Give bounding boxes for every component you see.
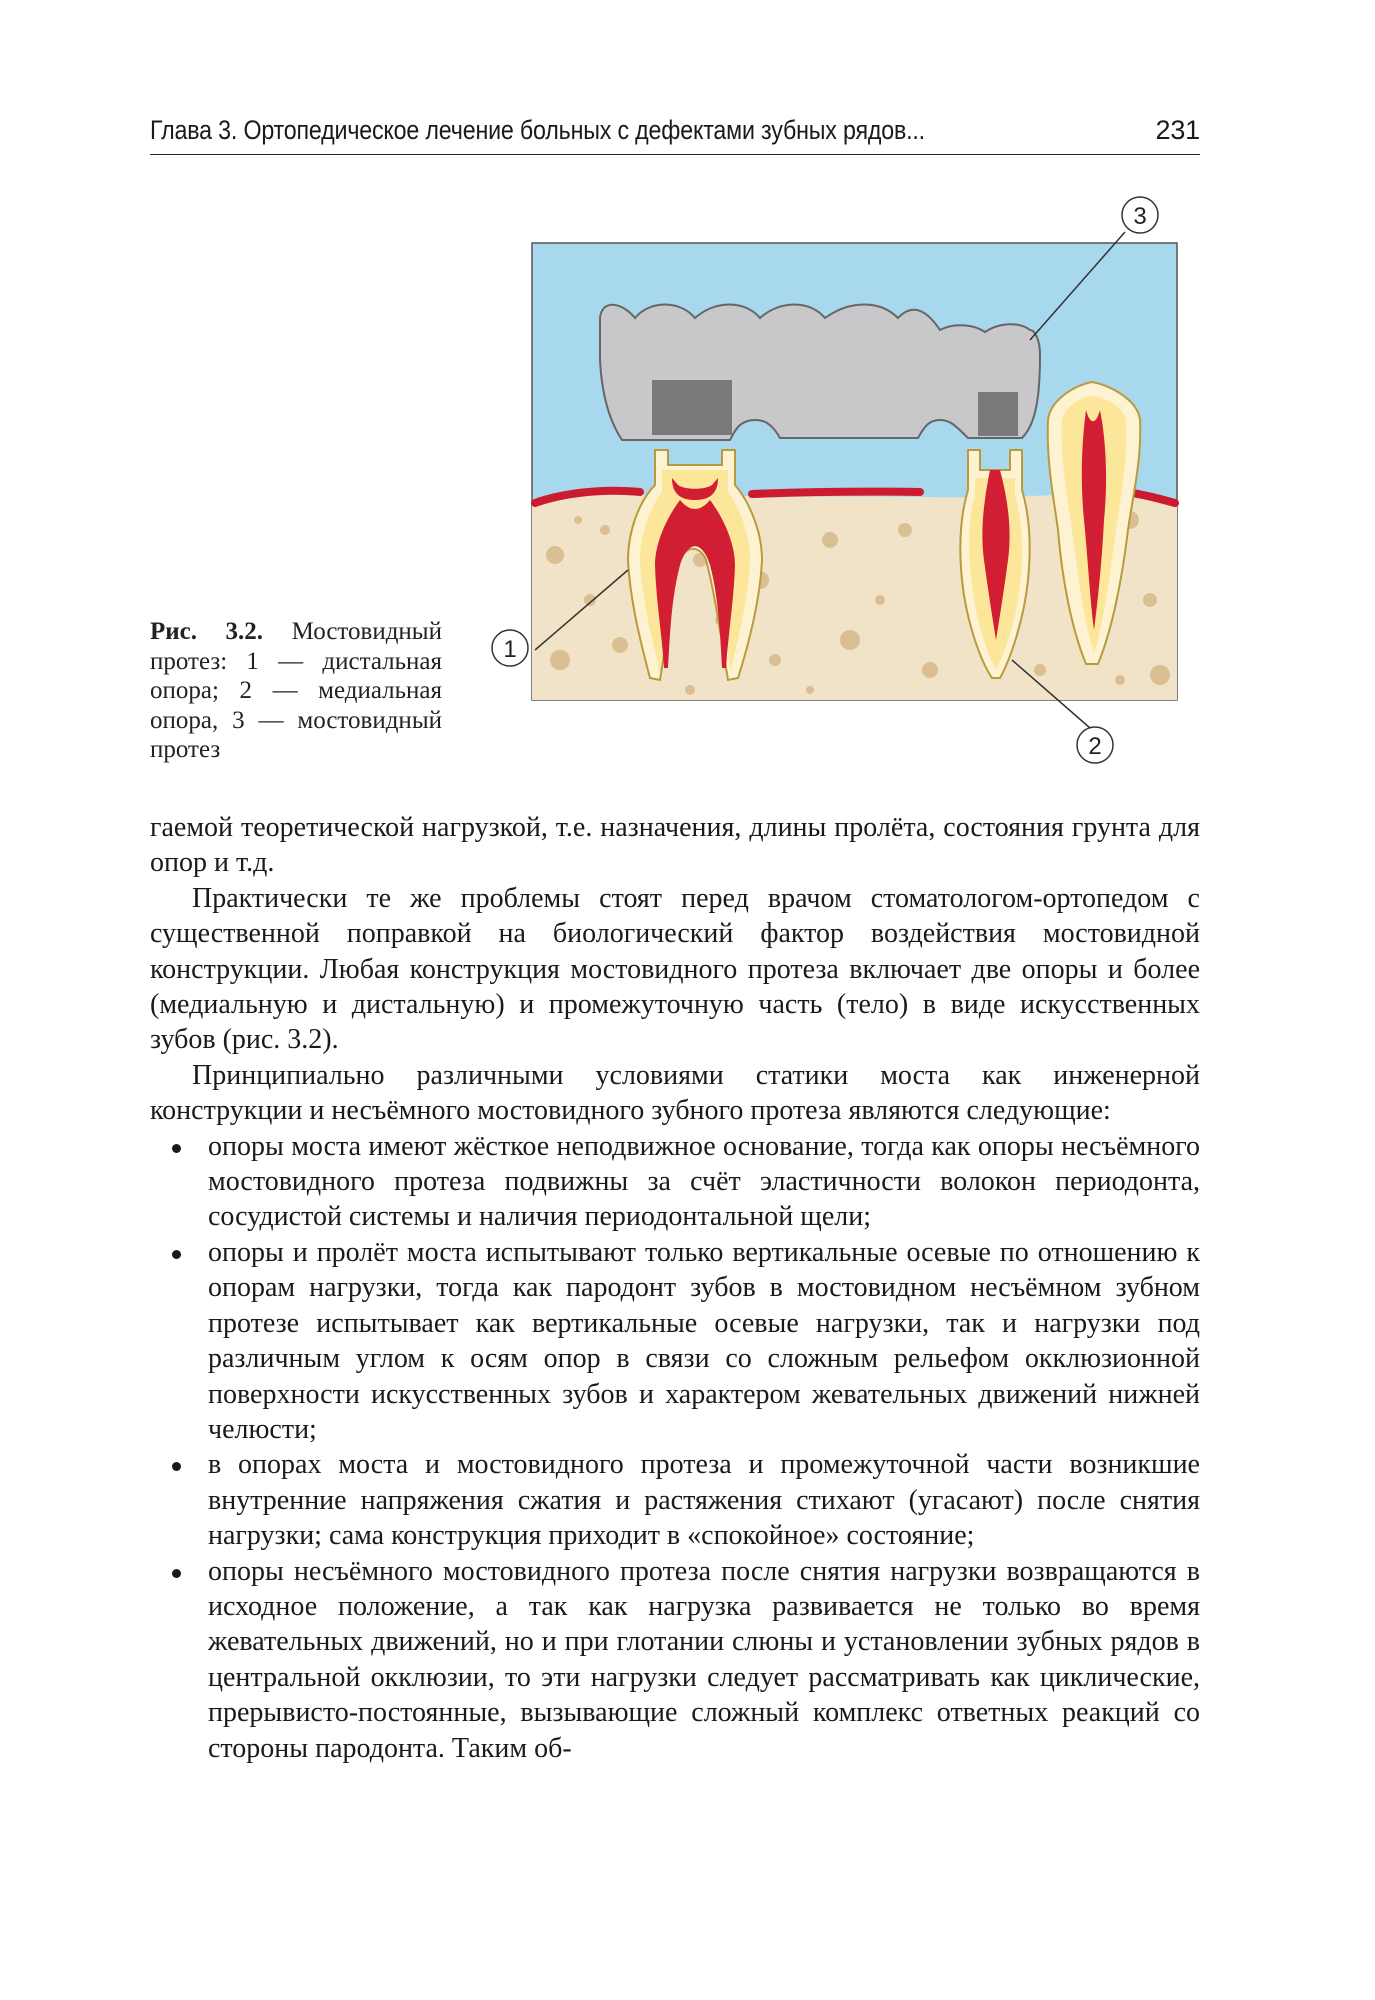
paragraph-1: Практически те же проблемы стоят перед врачом стоматологом-ортопедом с существенной поправкой на биологический фактор воздействия мостовидной конструкции. Любая конструкция мостовидного протеза включает две опоры и более (медиальную и дистальную) и промежуточную часть (тело) в виде искусственных зубов (рис. 3.2). [150, 882, 1200, 1056]
figure-caption-text: Мостовидный протез: 1 — дистальная опора; 2 — медиальная опора, 3 — мостовидный протез [150, 618, 442, 763]
list-item: опоры несъёмного мостовидного протеза после снятия нагрузки возвращаются в исходное положение, а так как нагрузка развивается не только во время жевательных движений, но и при глотании слюны и установлении зубных рядов в центральной окклюзии, то эти нагрузки следует рассматривать как циклические, прерывисто-постоянные, вызывающие сложный комплекс ответных реакций со стороны пародонта. Таким об- [142, 1554, 1200, 1766]
page-number: 231 [1155, 115, 1200, 145]
distal-core [652, 380, 732, 435]
list-item: в опорах моста и мостовидного протеза и промежуточной части возникшие внутренние напряжения сжатия и растяжения стихают (угасают) после снятия нагрузки; сама конструкция приходит в «спокойное» состояние; [142, 1447, 1200, 1553]
running-header [150, 112, 1200, 155]
chapter-title: Глава 3. Ортопедическое лечение больных с дефектами зубных рядов... [150, 115, 925, 145]
callout-1 [492, 630, 528, 666]
callout-2 [1077, 727, 1113, 763]
list-item: опоры моста имеют жёсткое неподвижное основание, тогда как опоры несъёмного мостовидного протеза подвижны за счёт эластичности волокон периодонта, сосудистой системы и наличия периодонтальной щели; [142, 1129, 1200, 1235]
medial-core [978, 392, 1018, 436]
main-text [150, 810, 1200, 1766]
bullet-list [150, 1129, 1200, 1766]
bridge-prosthesis-figure [503, 195, 1200, 775]
paragraph-continuation: гаемой теоретической нагрузкой, т.е. назначения, длины пролёта, состояния грунта для опор и т.д. [150, 812, 1200, 879]
paragraph-2: Принципиально различными условиями статики моста как инженерной конструкции и несъёмного мостовидного зубного протеза являются следующие: [150, 1059, 1200, 1127]
callout-3-label: 3 [1133, 203, 1147, 230]
callout-2-label: 2 [1088, 733, 1102, 760]
list-item: опоры и пролёт моста испытывают только вертикальные осевые по отношению к опорам нагрузки, тогда как пародонт зубов в мостовидном несъёмном зубном протезе испытывает как вертикальные осевые нагрузки, так и нагрузки под различным углом к осям опор в связи со сложным рельефом окклюзионной поверхности искусственных зубов и характером жевательных движений нижней челюсти; [142, 1235, 1200, 1447]
callout-1-label: 1 [503, 636, 517, 663]
figure-caption [150, 617, 442, 765]
callout-3 [1122, 197, 1158, 233]
figure-label: Рис. 3.2. [150, 618, 264, 645]
